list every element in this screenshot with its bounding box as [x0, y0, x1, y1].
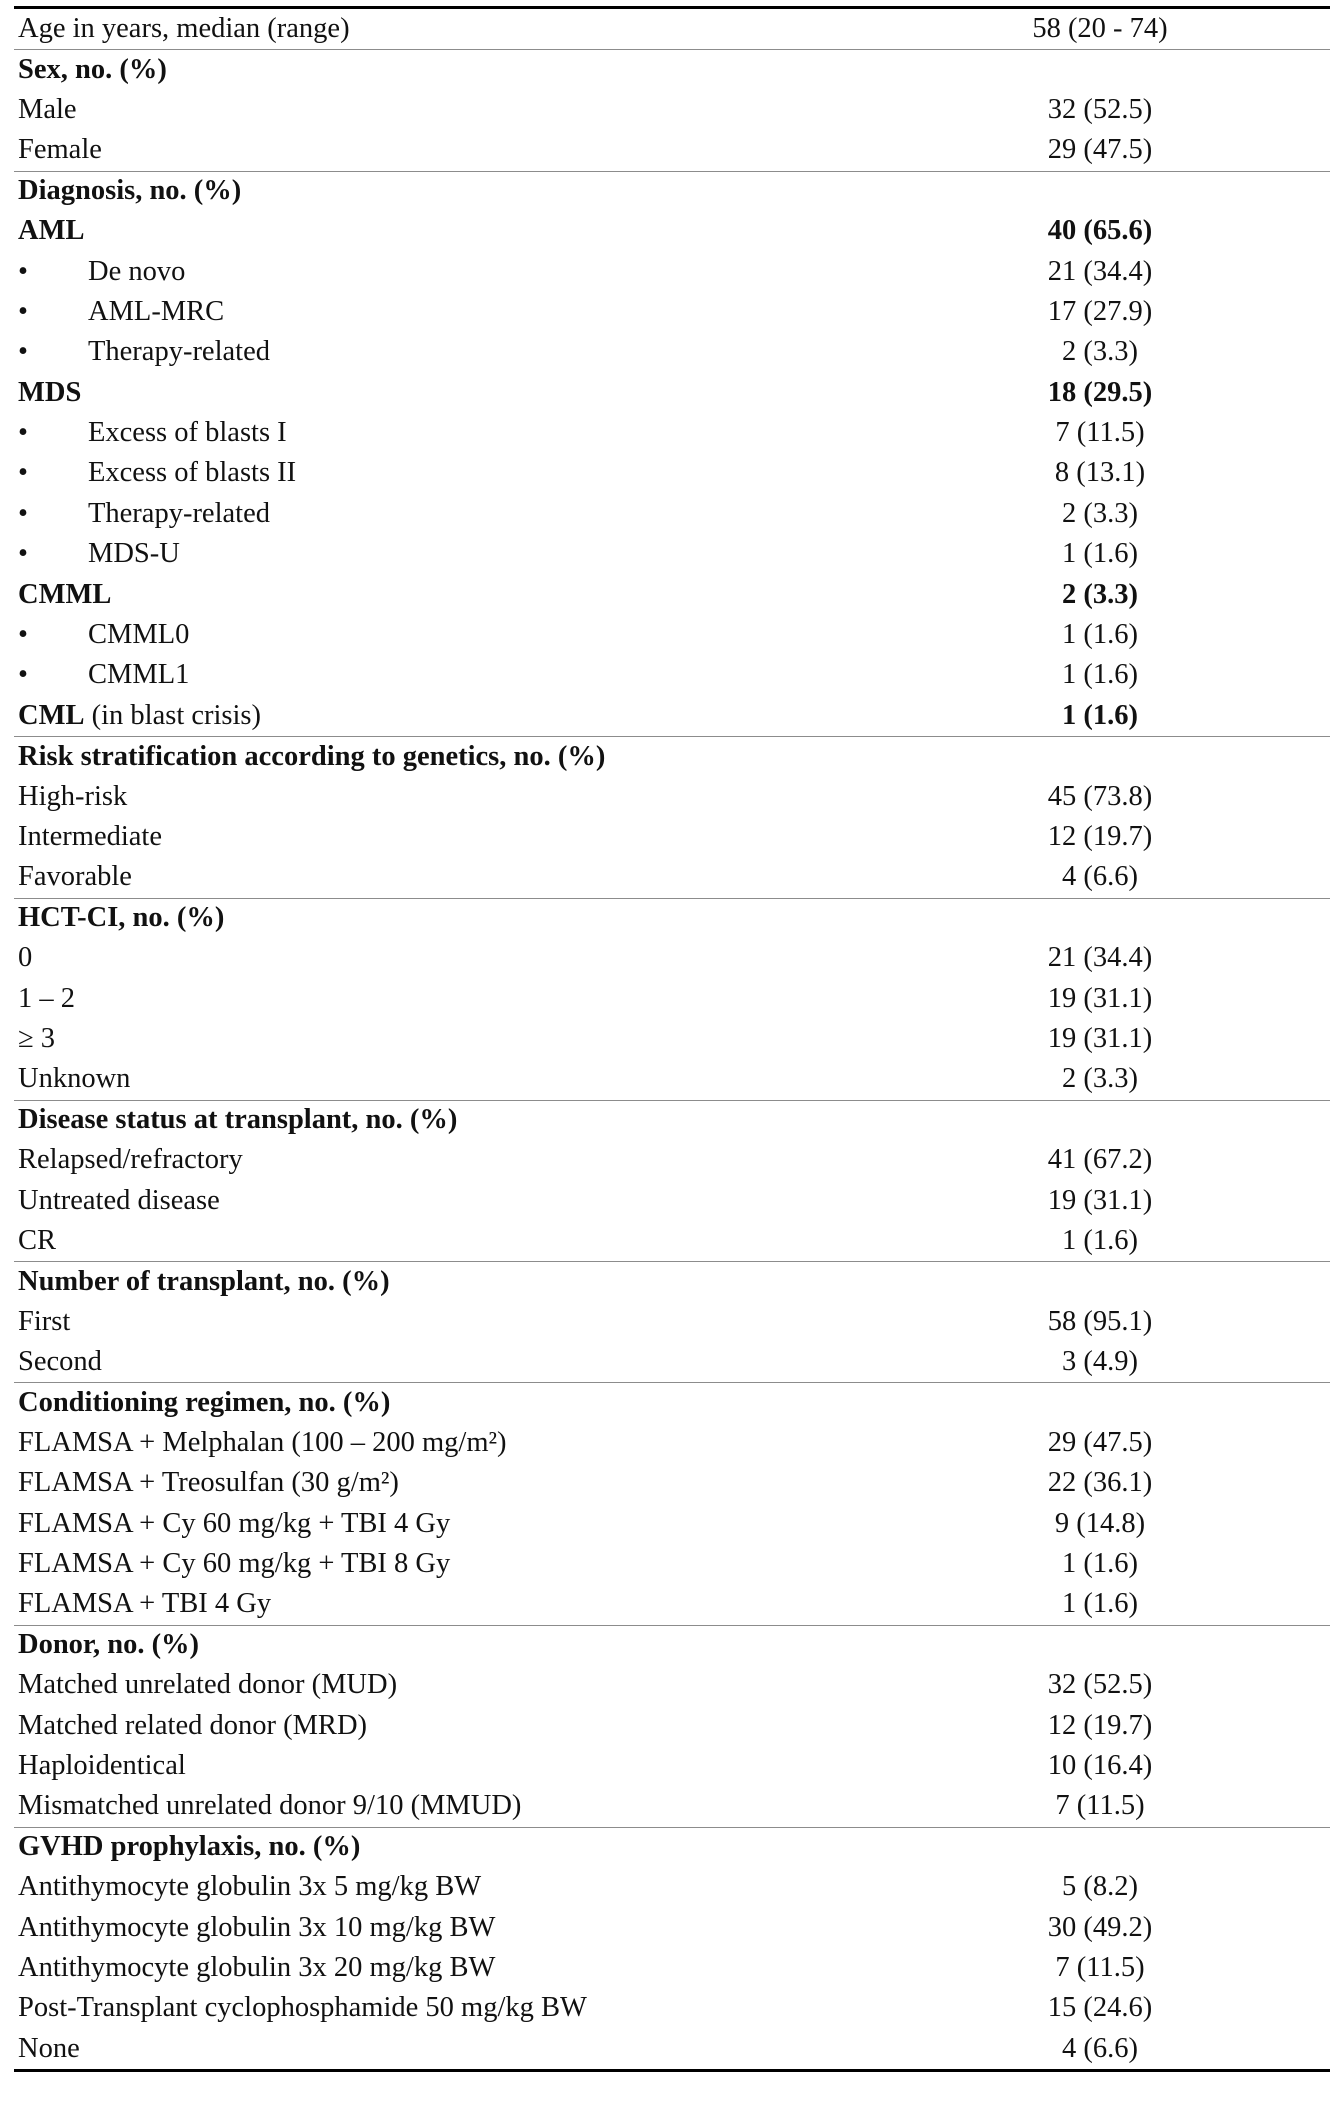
- row-value: 1 (1.6): [1062, 1548, 1138, 1580]
- section-header-row: [14, 49, 1330, 89]
- table-row: [14, 1665, 1330, 1705]
- row-label: First: [18, 1305, 71, 1337]
- table-row: [14, 1786, 1330, 1826]
- row-value: 29 (47.5): [1047, 134, 1153, 166]
- bullet-icon: •: [18, 295, 28, 327]
- row-value-cell: [870, 134, 1330, 166]
- bullet-icon: •: [18, 619, 28, 651]
- row-value-cell: [870, 619, 1330, 651]
- row-label: AML: [18, 215, 85, 247]
- row-value: 58 (20 - 74): [1032, 13, 1168, 45]
- table-row: [14, 1503, 1330, 1543]
- row-value-cell: [870, 1912, 1330, 1944]
- row-value: 32 (52.5): [1047, 1669, 1153, 1701]
- table-row: [14, 251, 1330, 291]
- row-value: 4 (6.6): [1062, 2032, 1138, 2064]
- row-label-text: Therapy-related: [88, 336, 270, 368]
- row-label: Second: [18, 1346, 102, 1378]
- bullet-item-label: [14, 659, 870, 691]
- row-label-text: De novo: [88, 255, 186, 287]
- table-row: [14, 1988, 1330, 2028]
- row-label: CR: [18, 1224, 57, 1256]
- row-value-cell: [870, 1871, 1330, 1903]
- row-value-cell: [870, 659, 1330, 691]
- table-row: [14, 696, 1330, 736]
- row-value-cell: [870, 1306, 1330, 1338]
- characteristics-table: [14, 6, 1330, 2072]
- row-value-cell: [870, 1427, 1330, 1459]
- row-value-cell: [870, 781, 1330, 813]
- row-label-text: MDS-U: [88, 538, 180, 570]
- row-label: Haploidentical: [18, 1749, 186, 1781]
- section-header-row: [14, 1261, 1330, 1301]
- row-label: 1 – 2: [18, 982, 75, 1014]
- row-value: 3 (4.9): [1062, 1346, 1138, 1378]
- row-label: MDS: [18, 376, 82, 408]
- bullet-icon: •: [18, 417, 28, 449]
- row-value-cell: [870, 1710, 1330, 1742]
- row-label: Antithymocyte globulin 3x 10 mg/kg BW: [18, 1911, 496, 1943]
- row-label: CMML: [18, 578, 112, 610]
- table-row: [14, 413, 1330, 453]
- row-value-cell: [870, 377, 1330, 409]
- row-value-cell: [870, 215, 1330, 247]
- row-value: 7 (11.5): [1055, 1951, 1145, 1983]
- row-value-cell: [870, 2033, 1330, 2065]
- row-value: 32 (52.5): [1047, 93, 1153, 125]
- section-header: Risk stratification according to genetics, no. (%): [18, 740, 606, 772]
- row-value: 1 (1.6): [1062, 1588, 1138, 1620]
- row-value-cell: [870, 861, 1330, 893]
- table-row: [14, 857, 1330, 897]
- table-row: [14, 1342, 1330, 1382]
- bullet-item-label: [14, 538, 870, 570]
- row-value: 40 (65.6): [1047, 215, 1153, 247]
- row-label-text: Therapy-related: [88, 497, 270, 529]
- row-value-cell: [870, 94, 1330, 126]
- section-header: Conditioning regimen, no. (%): [18, 1386, 391, 1418]
- row-value: 21 (34.4): [1047, 942, 1153, 974]
- row-label: Relapsed/refractory: [18, 1144, 243, 1176]
- table-row: [14, 1867, 1330, 1907]
- section-header-row: [14, 1625, 1330, 1665]
- bullet-item-label: [14, 296, 870, 328]
- section-header-row: [14, 1827, 1330, 1867]
- table-row: [14, 332, 1330, 372]
- section-header-row: [14, 171, 1330, 211]
- row-label-text: Excess of blasts I: [88, 417, 287, 449]
- table-row: [14, 292, 1330, 332]
- row-value-cell: [870, 1548, 1330, 1580]
- bullet-item-label: [14, 619, 870, 651]
- row-value: 9 (14.8): [1054, 1507, 1146, 1539]
- row-value-cell: [870, 498, 1330, 530]
- row-label: Male: [18, 93, 77, 125]
- row-value-cell: [870, 1346, 1330, 1378]
- row-value: 18 (29.5): [1047, 376, 1153, 408]
- row-label: Antithymocyte globulin 3x 5 mg/kg BW: [18, 1871, 482, 1903]
- row-value-cell: [870, 1992, 1330, 2024]
- row-value: 19 (31.1): [1047, 1022, 1153, 1054]
- row-label: FLAMSA + Cy 60 mg/kg + TBI 4 Gy: [18, 1507, 451, 1539]
- row-value: 5 (8.2): [1062, 1871, 1138, 1903]
- row-value: 4 (6.6): [1062, 861, 1138, 893]
- row-label: Post-Transplant cyclophosphamide 50 mg/kg BW: [18, 1992, 587, 2024]
- bullet-icon: •: [18, 336, 28, 368]
- section-header: GVHD prophylaxis, no. (%): [18, 1831, 361, 1863]
- table-row: [14, 130, 1330, 170]
- row-label: FLAMSA + Melphalan (100 – 200 mg/m²): [18, 1426, 507, 1458]
- row-value-cell: [870, 1063, 1330, 1095]
- row-value-cell: [870, 1467, 1330, 1499]
- row-value-cell: [870, 417, 1330, 449]
- section-header-row: [14, 898, 1330, 938]
- row-value-cell: [870, 1831, 1330, 1863]
- row-value: 41 (67.2): [1047, 1144, 1153, 1176]
- section-header: Sex, no. (%): [18, 54, 167, 86]
- row-value-cell: [870, 13, 1330, 45]
- row-value: 58 (95.1): [1047, 1305, 1153, 1337]
- row-label-text: Excess of blasts II: [88, 457, 297, 489]
- row-value-cell: [870, 1104, 1330, 1136]
- row-value: 12 (19.7): [1047, 821, 1153, 852]
- row-value-cell: [870, 1790, 1330, 1822]
- section-header-row: [14, 1382, 1330, 1422]
- row-value: 1 (1.6): [1062, 619, 1138, 651]
- table-row: [14, 1544, 1330, 1584]
- row-value: 2 (3.3): [1062, 1063, 1138, 1095]
- row-label: Mismatched unrelated donor 9/10 (MMUD): [18, 1790, 522, 1822]
- row-label: Age in years, median (range): [18, 13, 350, 45]
- row-value-cell: [870, 296, 1330, 328]
- row-value: 1 (1.6): [1062, 659, 1138, 691]
- row-value: 7 (11.5): [1055, 417, 1145, 449]
- bullet-icon: •: [18, 457, 28, 489]
- bullet-item-label: [14, 336, 870, 368]
- row-value-cell: [870, 1669, 1330, 1701]
- bullet-item-label: [14, 417, 870, 449]
- section-header: HCT-CI, no. (%): [18, 902, 225, 934]
- row-value-cell: [870, 579, 1330, 611]
- table-row: [14, 1705, 1330, 1745]
- row-label: FLAMSA + TBI 4 Gy: [18, 1588, 272, 1620]
- row-value-cell: [870, 256, 1330, 288]
- row-value-cell: [870, 1952, 1330, 1984]
- row-label: Favorable: [18, 861, 132, 893]
- table-row: [14, 574, 1330, 614]
- row-value: 1 (1.6): [1062, 1224, 1138, 1256]
- table-row: [14, 534, 1330, 574]
- row-label: Unknown: [18, 1063, 131, 1095]
- row-value-cell: [870, 1023, 1330, 1055]
- table-row: [14, 373, 1330, 413]
- table-row: [14, 978, 1330, 1018]
- table-row: [14, 1019, 1330, 1059]
- row-value-cell: [870, 1144, 1330, 1176]
- row-value-cell: [870, 741, 1330, 773]
- table-row: [14, 211, 1330, 251]
- row-value-cell: [870, 457, 1330, 489]
- row-value-cell: [870, 336, 1330, 368]
- row-label: Untreated disease: [18, 1184, 220, 1216]
- row-label: [14, 700, 870, 732]
- row-label-bold: CML: [18, 699, 85, 731]
- row-value: 7 (11.5): [1055, 1790, 1145, 1822]
- table-row: [14, 90, 1330, 130]
- row-value-cell: [870, 700, 1330, 732]
- row-value: 19 (31.1): [1047, 982, 1153, 1014]
- section-header-row: [14, 1100, 1330, 1140]
- row-value-cell: [870, 1266, 1330, 1298]
- row-value: 1 (1.6): [1062, 699, 1138, 731]
- table-row: [14, 817, 1330, 857]
- row-value: 22 (36.1): [1047, 1467, 1153, 1499]
- row-label: Female: [18, 134, 102, 166]
- bullet-icon: •: [18, 659, 28, 691]
- section-header: Diagnosis, no. (%): [18, 175, 242, 207]
- table-row: [14, 494, 1330, 534]
- table-row: [14, 655, 1330, 695]
- section-header: Number of transplant, no. (%): [18, 1265, 390, 1297]
- section-header: Donor, no. (%): [18, 1629, 200, 1661]
- row-label: Intermediate: [18, 821, 163, 852]
- row-label: Matched related donor (MRD): [18, 1709, 368, 1741]
- table-row: [14, 1221, 1330, 1261]
- row-label-text: CMML1: [88, 659, 190, 691]
- row-label: None: [18, 2032, 80, 2064]
- table-row: [14, 1423, 1330, 1463]
- row-value: 17 (27.9): [1047, 295, 1153, 327]
- row-label: 0: [18, 942, 33, 974]
- row-value-cell: [870, 54, 1330, 86]
- section-header-row: [14, 736, 1330, 776]
- row-value: 45 (73.8): [1047, 780, 1153, 812]
- bullet-item-label: [14, 457, 870, 489]
- table-row: [14, 453, 1330, 493]
- row-value-cell: [870, 1225, 1330, 1257]
- table-row: [14, 938, 1330, 978]
- bullet-item-label: [14, 498, 870, 530]
- row-value: 2 (3.3): [1062, 336, 1138, 368]
- row-value-cell: [870, 1588, 1330, 1620]
- row-value: 2 (3.3): [1062, 497, 1138, 529]
- row-value: 30 (49.2): [1047, 1911, 1153, 1943]
- row-label: High-risk: [18, 780, 128, 812]
- bullet-icon: •: [18, 255, 28, 287]
- row-label-text: AML-MRC: [88, 295, 225, 327]
- row-value: 8 (13.1): [1054, 457, 1146, 489]
- row-value: 29 (47.5): [1047, 1426, 1153, 1458]
- row-label: Matched unrelated donor (MUD): [18, 1669, 398, 1701]
- table-row: [14, 9, 1330, 49]
- row-value-cell: [870, 1750, 1330, 1782]
- bullet-icon: •: [18, 497, 28, 529]
- table-row: [14, 615, 1330, 655]
- table-row: [14, 1180, 1330, 1220]
- table-row: [14, 1463, 1330, 1503]
- row-value-cell: [870, 538, 1330, 570]
- row-value-cell: [870, 983, 1330, 1015]
- row-value: 19 (31.1): [1047, 1184, 1153, 1216]
- row-label-suffix: (in blast crisis): [84, 699, 262, 731]
- row-label: FLAMSA + Treosulfan (30 g/m²): [18, 1467, 399, 1499]
- row-value-cell: [870, 1185, 1330, 1217]
- row-label: ≥ 3: [18, 1022, 56, 1054]
- row-value-cell: [870, 821, 1330, 853]
- row-value: 2 (3.3): [1062, 578, 1138, 610]
- row-value: 12 (19.7): [1047, 1709, 1153, 1741]
- row-value-cell: [870, 1508, 1330, 1540]
- table-row: [14, 1907, 1330, 1947]
- table-row: [14, 1059, 1330, 1099]
- table-row: [14, 1584, 1330, 1624]
- row-value: 10 (16.4): [1047, 1749, 1153, 1781]
- row-label-text: CMML0: [88, 619, 190, 651]
- bullet-item-label: [14, 256, 870, 288]
- row-value: 15 (24.6): [1047, 1992, 1153, 2024]
- row-value-cell: [870, 942, 1330, 974]
- table-row: [14, 2029, 1330, 2069]
- table-row: [14, 1948, 1330, 1988]
- row-value-cell: [870, 1387, 1330, 1419]
- table-row: [14, 1302, 1330, 1342]
- row-label: Antithymocyte globulin 3x 20 mg/kg BW: [18, 1951, 496, 1983]
- row-value: 21 (34.4): [1047, 255, 1153, 287]
- section-header: Disease status at transplant, no. (%): [18, 1104, 458, 1136]
- bullet-icon: •: [18, 538, 28, 570]
- table-row: [14, 1140, 1330, 1180]
- row-value: 1 (1.6): [1062, 538, 1138, 570]
- table-row: [14, 776, 1330, 816]
- row-value-cell: [870, 902, 1330, 934]
- row-value-cell: [870, 1629, 1330, 1661]
- row-label: FLAMSA + Cy 60 mg/kg + TBI 8 Gy: [18, 1548, 451, 1580]
- row-value-cell: [870, 175, 1330, 207]
- table-row: [14, 1746, 1330, 1786]
